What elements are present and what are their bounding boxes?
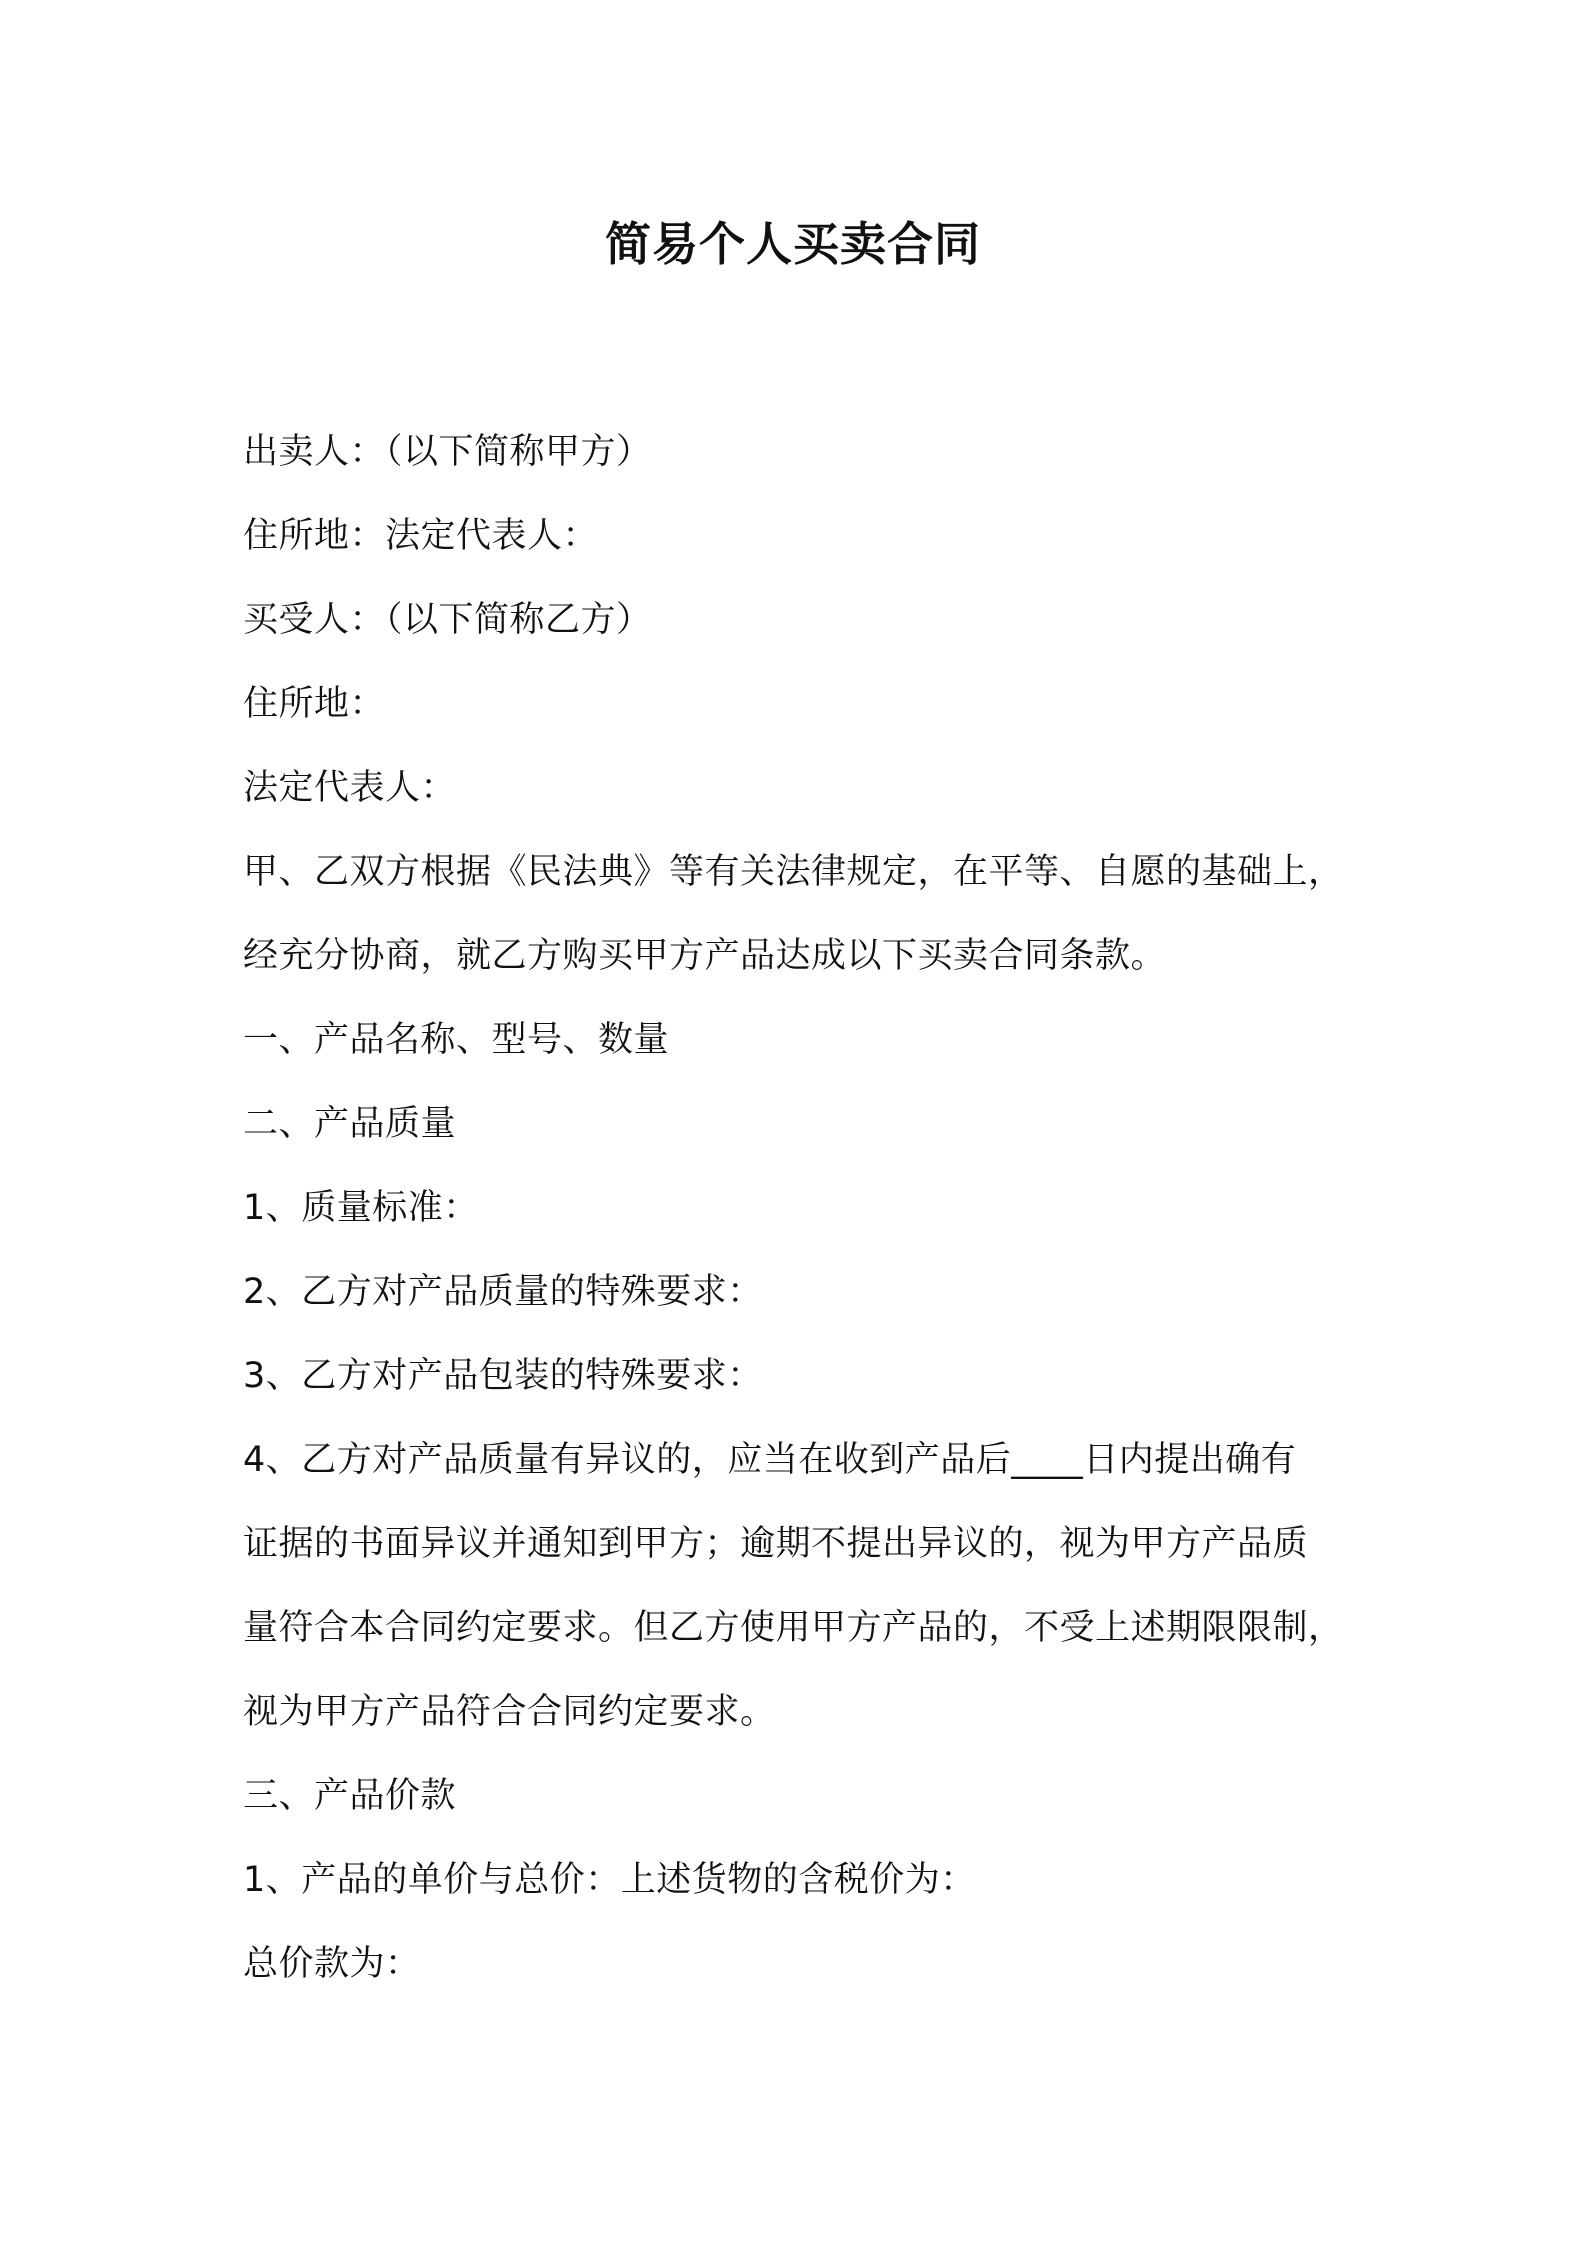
preamble-line-2: 经充分协商，就乙方购买甲方产品达成以下买卖合同条款。 (243, 936, 1167, 976)
document-body (243, 410, 1363, 2006)
section-heading-3: 三、产品价款 (243, 1776, 457, 1816)
clause-2-1: 1、质量标准： (243, 1188, 479, 1228)
buyer-line: 买受人：（以下简称乙方） (243, 600, 652, 640)
buyer-representative-line: 法定代表人： (243, 768, 457, 808)
preamble-line-1: 甲、乙双方根据《民法典》等有关法律规定，在平等、自愿的基础上， (243, 852, 1344, 892)
section-heading-1: 一、产品名称、型号、数量 (243, 1020, 670, 1060)
clause-2-2: 2、乙方对产品质量的特殊要求： (243, 1272, 763, 1312)
document-title: 简易个人买卖合同 (605, 217, 981, 271)
seller-line: 出卖人：（以下简称甲方） (243, 432, 652, 472)
total-price-line: 总价款为： (243, 1944, 421, 1984)
clause-2-4-line-2: 证据的书面异议并通知到甲方；逾期不提出异议的，视为甲方产品质 (243, 1524, 1309, 1564)
clause-2-4-line-3: 量符合本合同约定要求。但乙方使用甲方产品的，不受上述期限限制， (243, 1608, 1344, 1648)
clause-2-4-line-4: 视为甲方产品符合合同约定要求。 (243, 1692, 776, 1732)
clause-3-1: 1、产品的单价与总价：上述货物的含税价为： (243, 1860, 976, 1900)
section-heading-2: 二、产品质量 (243, 1104, 457, 1144)
clause-2-3: 3、乙方对产品包装的特殊要求： (243, 1356, 763, 1396)
clause-2-4-line-1: 4、乙方对产品质量有异议的，应当在收到产品后____日内提出确有 (243, 1440, 1297, 1480)
buyer-address-line: 住所地： (243, 684, 386, 724)
seller-address-representative-line: 住所地：法定代表人： (243, 516, 599, 556)
